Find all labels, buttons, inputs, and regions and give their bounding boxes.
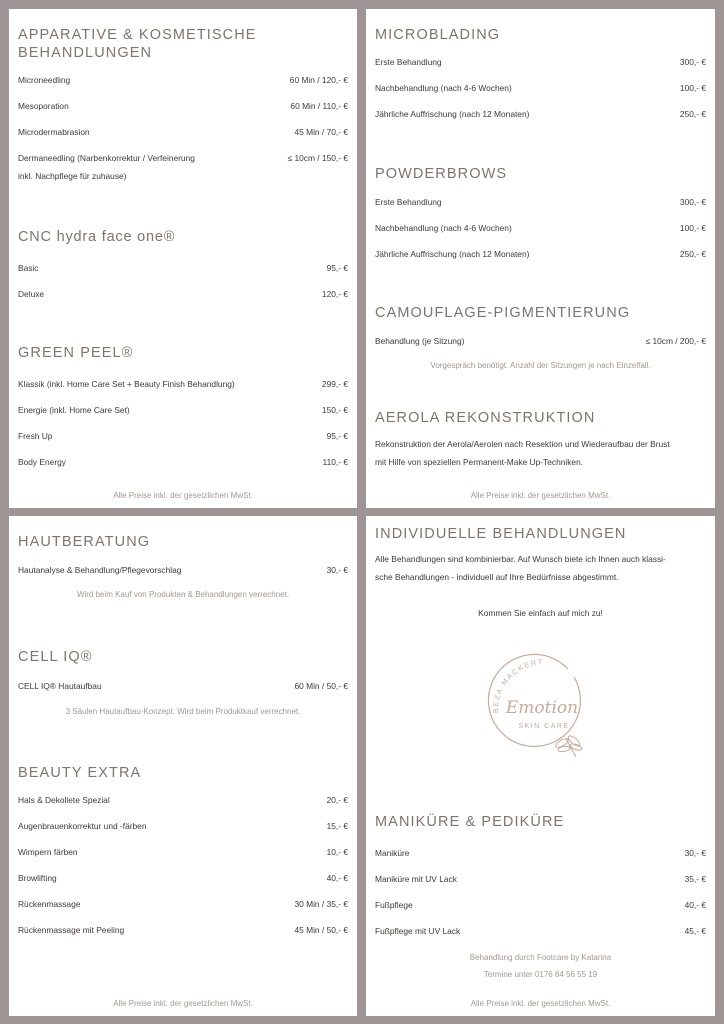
item-price: 30 Min / 35,- € [294,899,348,909]
price-row [375,247,706,261]
vat-footer: Alle Preise inkl. der gesetzlichen MwSt. [470,999,611,1008]
section-note: 3 Säulen Hautaufbau-Konzept. Wird beim Produktkauf verrechnet. [65,707,301,716]
section-heading-beauty-extra: BEAUTY EXTRA [18,765,142,781]
item-name: Mesoporation [18,101,69,111]
item-name: Maniküre [375,848,410,858]
price-row [18,377,348,391]
price-row [18,151,348,165]
price-row [18,923,348,937]
section-heading-cell-iq: CELL IQ® [18,649,93,665]
item-name: Hautanalyse & Behandlung/Pflegevorschlag [18,565,182,575]
item-name: Wimpern färben [18,847,78,857]
item-name: Behandlung (je Sitzung) [375,336,465,346]
price-panel-apparative [9,9,357,508]
item-price: 120,- € [321,289,348,299]
price-row [375,221,706,235]
section-heading-camouflage: CAMOUFLAGE-PIGMENTIERUNG [375,305,631,321]
price-row-continuation [18,169,348,183]
item-name: Microdermabrasion [18,127,90,137]
logo-sub-text: SKIN CARE [518,723,570,730]
item-name: Augenbrauenkorrektur und -färben [18,821,147,831]
item-price: 100,- € [679,223,706,233]
section-heading-individuelle: INDIVIDUELLE BEHANDLUNGEN [375,526,627,542]
item-name: Browlifting [18,873,57,883]
price-row [18,99,348,113]
item-name: Body Energy [18,457,66,467]
dragonfly-icon [554,734,582,757]
section-note: Wird beim Kauf von Produkten & Behandlungen verrechnet. [76,590,290,599]
section-heading-manikuere: MANIKÜRE & PEDIKÜRE [375,814,565,830]
price-row [18,679,348,693]
item-price: 250,- € [679,109,706,119]
item-price: 299,- € [321,379,348,389]
item-price: 45 Min / 50,- € [294,925,348,935]
item-price: 95,- € [326,263,348,273]
price-row [18,819,348,833]
item-price: 100,- € [679,83,706,93]
price-row [375,872,706,886]
item-name: Basic [18,263,39,273]
price-panel-hautberatung [9,516,357,1016]
vat-footer: Alle Preise inkl. der gesetzlichen MwSt. [113,999,253,1008]
vat-footer: Alle Preise inkl. der gesetzlichen MwSt. [113,491,253,500]
price-row [375,107,706,121]
section-heading-apparative: APPARATIVE & KOSMETISCHE BEHANDLUNGEN [18,27,257,61]
price-row [18,563,348,577]
price-row [375,55,706,69]
item-name: Dermaneedling (Narbenkorrektur / Verfeinerung [18,153,195,163]
item-price: 40,- € [326,873,348,883]
item-name: Deluxe [18,289,45,299]
price-row [18,455,348,469]
emotion-skin-care-logo [484,651,600,771]
section-description: Alle Behandlungen sind kombinierbar. Auf Wunsch biete ich Ihnen auch klassi- sche Behandlungen - individuell auf Ihre Bedürfnisse abgestimmt. [375,554,666,582]
item-name: Fußpflege mit UV Lack [375,926,461,936]
price-row [375,846,706,860]
price-row [18,429,348,443]
logo-script-text: Emotion [505,698,579,718]
item-price: 60 Min / 110,- € [290,101,348,111]
item-name: Energie (inkl. Home Care Set) [18,405,130,415]
price-panel-pmu [366,9,715,508]
price-row [18,897,348,911]
item-price: 40,- € [684,900,706,910]
price-row [18,261,348,275]
item-price: 110,- € [322,457,348,467]
section-note: Behandlung durch Footcare by Katarina [469,953,612,962]
item-name: Jährliche Auffrischung (nach 12 Monaten) [375,249,530,259]
section-heading-green-peel: GREEN PEEL® [18,345,134,361]
item-price: 250,- € [679,249,706,259]
item-name-line2: inkl. Nachpflege für zuhause) [18,171,127,181]
item-price: 60 Min / 50,- € [294,681,348,691]
item-price: 300,- € [679,57,706,67]
price-row [375,898,706,912]
item-price: 30,- € [326,565,348,575]
item-name: CELL IQ® Hautaufbau [18,681,102,691]
item-price: 60 Min / 120,- € [289,75,348,85]
item-price: 45 Min / 70,- € [294,127,348,137]
price-row [375,924,706,938]
item-name: Erste Behandlung [375,57,442,67]
logo-arc-text: BEZA MACKERT [490,657,545,714]
item-price: 10,- € [326,847,348,857]
item-name: Klassik (inkl. Home Care Set + Beauty Finish Behandlung) [18,379,235,389]
item-name: Rückenmassage [18,899,81,909]
item-price: 300,- € [679,197,706,207]
item-name: Microneedling [18,75,71,85]
item-price: 15,- € [326,821,348,831]
item-price: ≤ 10cm / 150,- € [287,153,348,163]
price-row [375,81,706,95]
price-row [18,793,348,807]
item-price: 20,- € [326,795,348,805]
item-name: Erste Behandlung [375,197,442,207]
section-description: Rekonstruktion der Aerola/Aerolen nach Resektion und Wiederaufbau der Brust mit Hilfe von speziellen Permanent-Make Up-Techniken. [375,439,670,467]
section-heading-aerola: AEROLA REKONSTRUKTION [375,410,596,426]
call-to-action-text: Kommen Sie einfach auf mich zu! [478,608,603,618]
item-name: Jährliche Auffrischung (nach 12 Monaten) [375,109,530,119]
item-price: 45,- € [684,926,706,936]
item-price: 150,- € [321,405,348,415]
item-price: 35,- € [684,874,706,884]
price-row [375,334,706,348]
price-row [18,73,348,87]
item-name: Hals & Dekollete Spezial [18,795,110,805]
item-name: Maniküre mit UV Lack [375,874,457,884]
item-price: ≤ 10cm / 200,- € [645,336,706,346]
section-heading-hautberatung: HAUTBERATUNG [18,534,151,550]
section-heading-powderbrows: POWDERBROWS [375,166,508,182]
item-name: Nachbehandlung (nach 4-6 Wochen) [375,223,512,233]
price-row [18,403,348,417]
section-heading-microblading: MICROBLADING [375,27,501,43]
item-name: Rückenmassage mit Peeling [18,925,125,935]
price-row [18,845,348,859]
price-row [375,195,706,209]
item-name: Nachbehandlung (nach 4-6 Wochen) [375,83,512,93]
price-panel-individuell [366,516,715,1016]
price-row [18,287,348,301]
item-price: 30,- € [684,848,706,858]
item-price: 95,- € [326,431,348,441]
section-note: Vorgespräch benötigt. Anzahl der Sitzungen je nach Einzelfall. [430,361,651,370]
section-note: Termine unter 0176 84 56 55 19 [483,970,598,979]
vat-footer: Alle Preise inkl. der gesetzlichen MwSt. [470,491,611,500]
item-name: Fresh Up [18,431,53,441]
item-name: Fußpflege [375,900,413,910]
price-row [18,871,348,885]
section-heading-cnc: CNC hydra face one® [18,229,176,245]
price-row [18,125,348,139]
